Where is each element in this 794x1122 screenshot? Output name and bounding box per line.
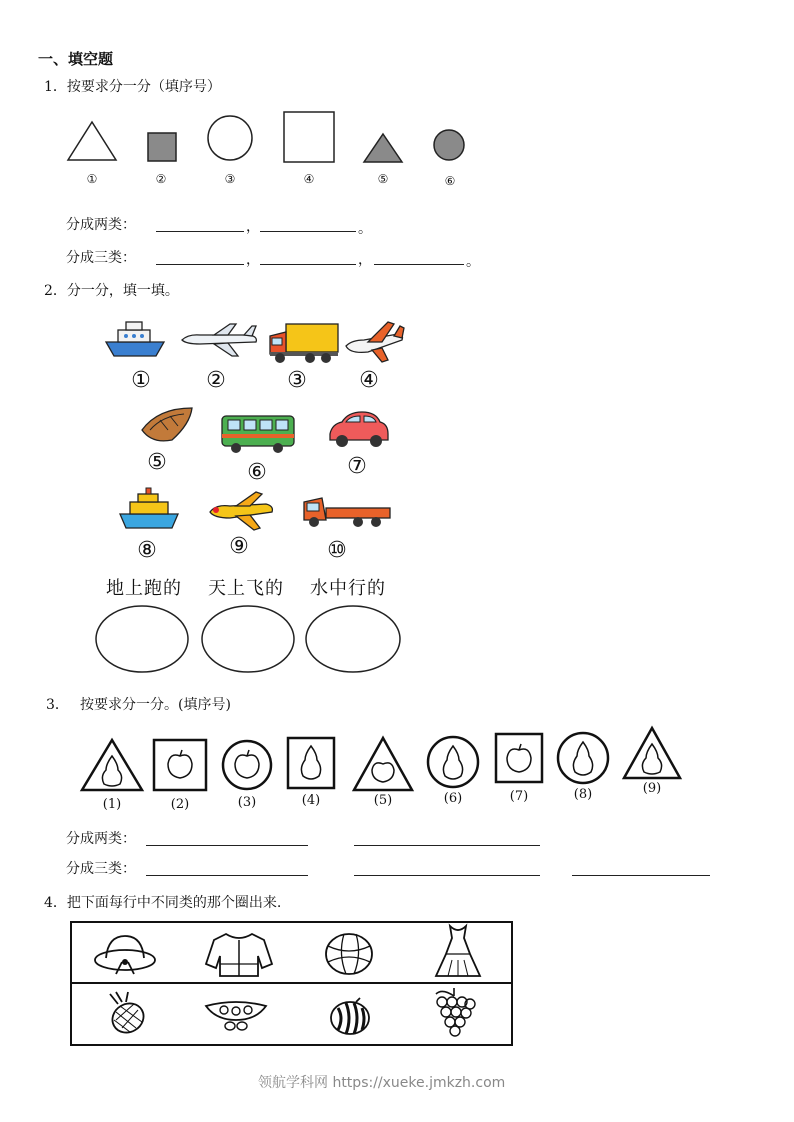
jacket-icon[interactable] [204,930,274,978]
q3-label-4: (4) [301,793,321,808]
q2-label-7: ⑦ [347,454,367,479]
circle-apple-icon [220,738,274,792]
answer-oval-water[interactable] [304,604,402,674]
q2-label-9: ⑨ [229,534,249,559]
q1-row-three-label: 分成三类： [66,250,136,266]
q2-label-8: ⑧ [137,538,157,563]
category-water: 水中行的 [310,578,386,599]
circle-pear-icon-2 [556,730,610,786]
sun-hat-icon[interactable] [92,932,158,976]
bus-icon [220,414,296,454]
car-icon [326,408,392,450]
q3-number: 3． [46,697,69,713]
q1-label-4: ④ [303,172,315,186]
q1-three-comma-2: ， [358,252,372,268]
q1-three-comma-1: ， [246,252,260,268]
q3-label-2: (2) [170,797,190,812]
triangle-apple-icon [352,736,414,792]
triangle-icon [66,120,118,162]
answer-oval-sky[interactable] [200,604,296,674]
q3-label-5: (5) [373,793,393,808]
circle-pear-icon [426,734,480,790]
filled-circle-icon [432,128,466,162]
q3-label-9: (9) [642,781,662,796]
q3-label-1: (1) [102,797,122,812]
triangle-pear-icon-2 [622,726,682,780]
q3-label-8: (8) [573,787,593,802]
section-title: 一、填空题 [38,50,114,68]
basketball-icon[interactable] [324,932,374,976]
q1-three-blank-3[interactable] [374,251,464,265]
filled-triangle-icon [362,132,404,164]
square-icon [282,110,336,164]
watermelon-icon[interactable] [328,996,372,1036]
ship-icon [104,318,166,360]
pea-pod-icon[interactable] [202,996,270,1032]
q3-label-6: (6) [443,791,463,806]
circle-icon [206,114,254,162]
q1-two-period: 。 [358,221,372,237]
q2-label-10: ⑩ [327,538,347,563]
pineapple-icon[interactable] [100,990,150,1036]
q1-three-period: 。 [466,254,480,270]
q3-three-blank-1[interactable] [146,862,308,876]
q3-row-two-label: 分成两类： [66,831,136,847]
category-sky: 天上飞的 [208,578,284,599]
q3-label-3: (3) [237,795,257,810]
q1-label-3: ③ [224,172,236,186]
q2-label-5: ⑤ [147,450,167,475]
q3-title: 按要求分一分。(填序号) [80,697,231,713]
q4-title: 4．把下面每行中不同类的那个圈出来. [44,895,282,911]
q3-row-three-label: 分成三类： [66,861,136,877]
q1-three-blank-1[interactable] [156,251,244,265]
q2-label-2: ② [206,368,226,393]
q1-three-blank-2[interactable] [260,251,356,265]
q2-label-3: ③ [287,368,307,393]
category-ground: 地上跑的 [106,578,182,599]
q3-two-blank-1[interactable] [146,832,308,846]
q1-row-two-label: 分成两类： [66,217,136,233]
q2-label-1: ① [131,368,151,393]
grapes-icon[interactable] [432,986,476,1042]
q1-label-6: ⑥ [444,174,456,188]
q3-three-blank-3[interactable] [572,862,710,876]
footer-watermark: 领航学科网 https://xueke.jmkzh.com [258,1075,506,1091]
q3-two-blank-2[interactable] [354,832,540,846]
q1-label-1: ① [86,172,98,186]
q1-label-5: ⑤ [377,172,389,186]
truck-icon [268,322,340,364]
airplane-icon [180,322,260,358]
q1-label-2: ② [155,172,167,186]
square-apple-icon [152,738,208,792]
answer-oval-ground[interactable] [94,604,190,674]
q3-three-blank-2[interactable] [354,862,540,876]
q1-title: 1．按要求分一分（填序号） [44,79,221,95]
dress-icon[interactable] [432,924,484,980]
square-apple-icon-2 [494,732,544,784]
triangle-pear-icon [80,738,144,792]
q2-label-6: ⑥ [247,460,267,485]
rowboat-icon [138,404,198,446]
flatbed-truck-icon [302,492,392,530]
q1-two-comma: ， [246,219,260,235]
filled-square-icon [146,131,178,163]
q2-title: 2．分一分，填一填。 [44,283,179,299]
q3-label-7: (7) [509,789,529,804]
cruise-ship-icon [118,486,180,532]
jet-airplane-icon [342,320,406,364]
q1-two-blank-2[interactable] [260,218,356,232]
yellow-airplane-icon [206,488,276,534]
q2-label-4: ④ [359,368,379,393]
q1-two-blank-1[interactable] [156,218,244,232]
square-pear-icon [286,736,336,790]
